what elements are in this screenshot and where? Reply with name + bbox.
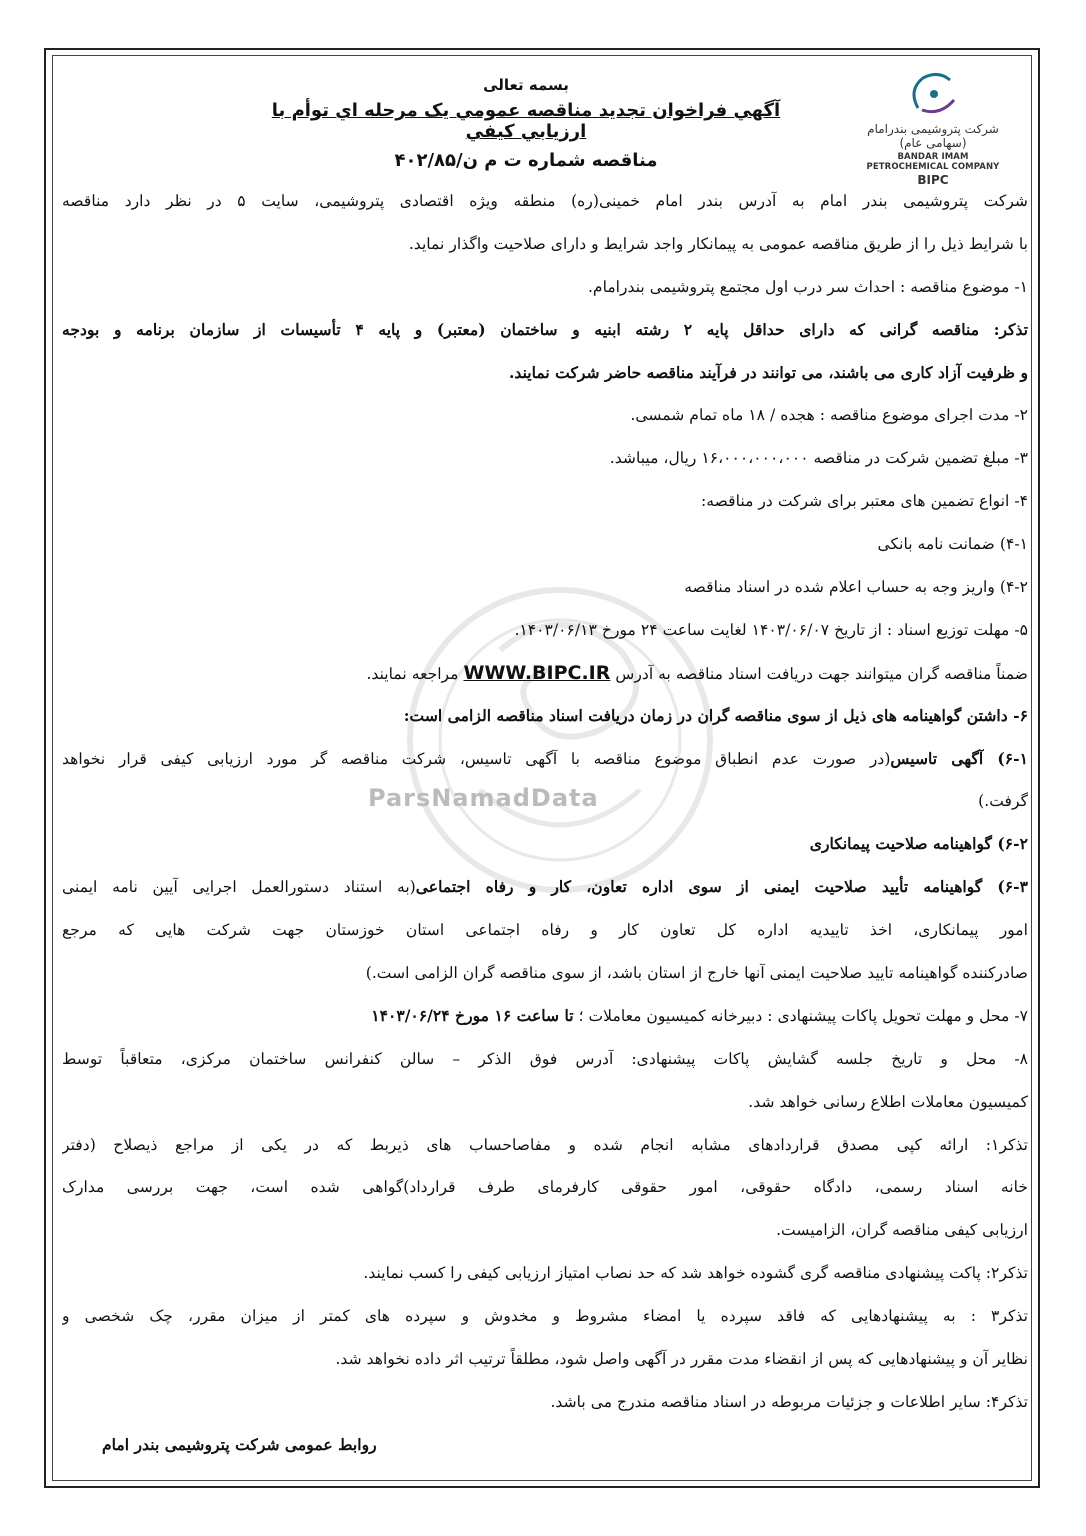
item-4-1-bank-guarantee: ۴-۱) ضمانت نامه بانکی	[877, 535, 1028, 554]
note-qualification-line-1: تذکر: مناقصه گرانی که دارای حداقل پایه ۲ رشته ابنیه و ساختمان (معتبر) و پایه ۴ تأسیسات از سازمان برنامه و بودجه	[62, 319, 1028, 339]
item-6-1-line-1	[62, 738, 1028, 781]
note-qualification-line-2: و ظرفیت آزاد کاری می باشند، می توانند در فرآیند مناقصه حاضر شرکت نمایند.	[508, 362, 1028, 382]
remark-1-line-2: خانه اسناد رسمی، دادگاه حقوقی، امور حقوقی کارفرمای طرف قرارداد)گواهی شده است، جهت بررسی مدارک	[62, 1178, 1028, 1197]
logo-persian-name: شرکت پتروشیمی بندرامام (سهامی عام)	[867, 122, 999, 150]
remark-1-line-1: تذکر۱: ارائه کپی مصدق قراردادهای مشابه انجام شده و مفاصاحساب های ذیربط که در یکی از مراجع ذیصلاح (دفتر	[62, 1135, 1028, 1154]
title-block	[246, 70, 806, 171]
item-6-3-line-3: صادرکننده گواهینامه تایید صلاحیت ایمنی آنها خارج از استان باشد، از سوی مناقصه گران الزامی است.)	[365, 964, 1028, 983]
item-6-3-label: ۶-۳) گواهینامه تأیید صلاحیت ایمنی از سوی اداره تعاون، کار و رفاه اجتماعی	[415, 877, 1028, 897]
item-4-2-deposit: ۴-۲) واریز وجه به حساب اعلام شده در اسناد مناقصه	[684, 578, 1028, 597]
item-3-guarantee-amount: ۳- مبلغ تضمین شرکت در مناقصه ۱۶،۰۰۰،۰۰۰،۰۰۰ ریال، میباشد.	[609, 449, 1028, 468]
item-6-1-label: ۶-۱) آگهی تاسیس	[890, 748, 1028, 768]
documents-address-suffix: مراجعه نمایند.	[366, 664, 459, 683]
bismillah: بسمه تعالی	[483, 76, 569, 94]
item-6-3-line-2: امور پیمانکاری، اخذ تاییدیه اداره کل تعاون کار و رفاه اجتماعی استان خوزستان جهت شرکت هایی که مرجع	[62, 921, 1028, 940]
intro-line-1: شرکت پتروشیمی بندر امام به آدرس بندر امام خمینی(ره) منطقه ویژه اقتصادی پتروشیمی، سایت ۵ در نظر دارد مناقصه	[62, 192, 1028, 210]
item-7-deadline: تا ساعت ۱۶ مورخ ۱۴۰۳/۰۶/۲۴	[371, 1005, 574, 1025]
item-6-1-line-2: گرفت.)	[978, 792, 1028, 811]
header	[60, 70, 1026, 187]
item-5-distribution-deadline: ۵- مهلت توزیع اسناد : از تاریخ ۱۴۰۳/۰۶/۰۷ لغایت ساعت ۲۴ مورخ ۱۴۰۳/۰۶/۱۳.	[514, 620, 1028, 639]
item-6-3-line-1	[62, 866, 1028, 909]
item-6-1-text: (در صورت عدم انطباق موضوع مناقصه با آگهی تاسیس، شرکت مناقصه گر مورد ارزیابی کیفی قرار نخواهد	[62, 749, 891, 768]
remark-1-line-3: ارزیابی کیفی مناقصه گران، الزامیست.	[776, 1221, 1028, 1240]
item-7-delivery	[62, 995, 1028, 1038]
logo-abbreviation: BIPC	[917, 173, 949, 187]
item-6-2-contractor-certificate: ۶-۲) گواهینامه صلاحیت پیمانکاری	[809, 834, 1028, 854]
remark-3-line-1: تذکر۳ : به پیشنهادهایی که فاقد سپرده یا امضاء مشروط و مخدوش و سپرده های کمتر از میزان مقرر، چک شخصی و	[62, 1307, 1028, 1326]
watermark-text: ParsNamadData	[368, 784, 599, 812]
remark-4: تذکر۴: سایر اطلاعات و جزئیات مربوطه در اسناد مناقصه مندرج می باشد.	[550, 1392, 1028, 1411]
announcement-body	[62, 180, 1028, 1467]
signature: روابط عمومی شرکت پتروشیمی بندر امام	[102, 1434, 377, 1454]
page-title: آگهي فراخوان تجديد مناقصه عمومي يک مرحله اي توأم با ارزيابي کيفي	[271, 100, 781, 142]
website-link[interactable]: WWW.BIPC.IR	[463, 661, 611, 684]
item-6-certificates: ۶- داشتن گواهینامه های ذیل از سوی مناقصه گران در زمان دریافت اسناد مناقصه الزامی است:	[403, 705, 1028, 725]
documents-address-prefix: ضمناً مناقصه گران میتوانند جهت دریافت اسناد مناقصه به آدرس	[615, 664, 1028, 683]
item-2-duration: ۲- مدت اجرای موضوع مناقصه : هجده / ۱۸ ماه تمام شمسی.	[630, 406, 1028, 425]
remark-2: تذکر۲: پاکت پیشنهادی مناقصه گری گشوده خواهد شد که حد نصاب امتیاز ارزیابی کیفی را کسب نمایند.	[363, 1264, 1028, 1283]
item-6-3-text: (به استناد دستورالعمل اجرایی آیین نامه ایمنی	[62, 878, 416, 897]
documents-address-line	[62, 652, 1028, 695]
item-7-text: ۷- محل و مهلت تحویل پاکات پیشنهادی : دبیرخانه کمیسیون معاملات ؛	[578, 1006, 1028, 1025]
remark-3-line-2: نظایر آن و پیشنهادهایی که پس از انقضاء مدت مقرر در آگهی واصل شود، مطلقاً ترتیب اثر داده نخواهد شد.	[335, 1350, 1028, 1369]
tender-number: مناقصه شماره ت م ن/۴۰۲/۸۵	[394, 150, 658, 171]
company-logo	[858, 70, 1008, 187]
logo-mark-icon	[898, 70, 968, 118]
item-8-line-1: ۸- محل و تاریخ جلسه گشایش پاکات پیشنهادی: آدرس فوق الذکر – سالن کنفرانس ساختمان مرکزی، متعاقباً توسط	[62, 1049, 1028, 1068]
intro-line-2: با شرایط ذیل را از طریق مناقصه عمومی به پیمانکار واجد شرایط و دارای صلاحیت واگذار نماید.	[408, 234, 1028, 253]
logo-english-name: BANDAR IMAM PETROCHEMICAL COMPANY	[866, 152, 1000, 172]
item-4-guarantee-types: ۴- انواع تضمین های معتبر برای شرکت در مناقصه:	[701, 492, 1028, 511]
item-1-subject: ۱- موضوع مناقصه : احداث سر درب اول مجتمع پتروشیمی بندرامام.	[587, 277, 1028, 296]
item-8-line-2: کمیسیون معاملات اطلاع رسانی خواهد شد.	[748, 1092, 1028, 1111]
